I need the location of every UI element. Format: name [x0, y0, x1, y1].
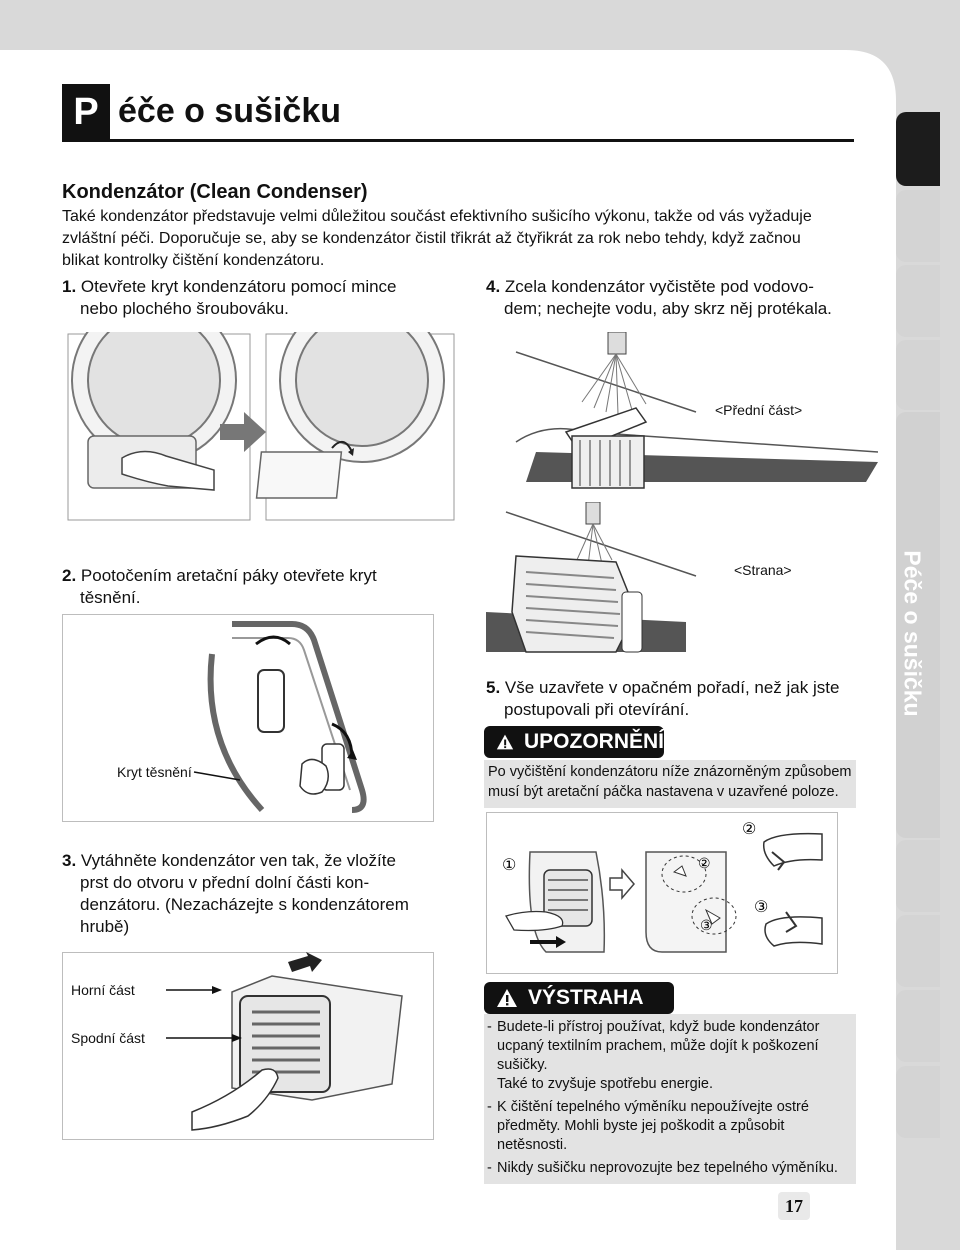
page-number: 17	[778, 1192, 810, 1220]
side-tab-6[interactable]	[896, 840, 940, 912]
caution-text-1: Po vyčištění kondenzátoru níže znázorněným způsobem	[488, 764, 852, 780]
intro-line-2: zvláštní péči. Doporučuje se, aby se kondenzátor čistil třikrát až čtyřikrát za rok nebo tehdy, když začnou	[62, 230, 801, 247]
warning-triangle-icon	[496, 988, 518, 1008]
step-5: 5. Vše uzavřete v opačném pořadí, než jak jste	[486, 678, 840, 697]
warning-1-line-2: ucpaný textilním prachem, může dojít k poškození	[497, 1038, 819, 1054]
side-tab-9[interactable]	[896, 1066, 940, 1138]
title-rule	[62, 139, 854, 142]
warning-dash-3: -	[487, 1160, 492, 1176]
warning-title: VÝSTRAHA	[528, 986, 644, 1009]
side-tab-3[interactable]	[896, 265, 940, 337]
step-2: 2. Pootočením aretační páky otevřete kryt	[62, 566, 377, 585]
mark-2-inset: ②	[698, 855, 711, 871]
label-top-part: Horní část	[71, 982, 135, 998]
side-tab-4[interactable]	[896, 340, 940, 410]
side-tab-1[interactable]	[896, 112, 940, 186]
warning-2-line-2: předměty. Mohli byste jej poškodit a způsobit	[497, 1118, 785, 1134]
step-3-cont-3: hrubě)	[80, 917, 130, 936]
warning-1-line-1: Budete-li přístroj používat, když bude kondenzátor	[497, 1019, 820, 1035]
label-gasket-cover: Kryt těsnění	[117, 764, 192, 780]
step-2-cont: těsnění.	[80, 588, 141, 607]
wash-side-illustration	[486, 502, 878, 662]
label-bottom-part: Spodní část	[71, 1030, 145, 1046]
warning-2-line-3: netěsnosti.	[497, 1137, 568, 1153]
side-tab-2[interactable]	[896, 190, 940, 262]
lever-illustration	[486, 812, 836, 972]
side-tab-label: Péče o sušičku	[899, 549, 926, 717]
warning-3-line-1: Nikdy sušičku neprovozujte bez tepelného výměníku.	[497, 1160, 838, 1176]
step-3-cont-2: denzátoru. (Nezacházejte s kondenzátorem	[80, 895, 409, 914]
side-tab-7[interactable]	[896, 915, 940, 987]
step-5-cont: postupovali při otevírání.	[504, 700, 690, 719]
step-1: 1. Otevřete kryt kondenzátoru pomocí mince	[62, 277, 397, 296]
mark-2: ②	[742, 821, 757, 838]
warning-dash-1: -	[487, 1019, 492, 1035]
mark-3: ③	[754, 899, 769, 916]
warning-triangle-icon	[496, 732, 514, 752]
section-title: Kondenzátor (Clean Condenser)	[62, 181, 368, 203]
wash-front-illustration	[486, 332, 878, 512]
caution-text-2: musí být aretační páčka nastavena v uzavřené poloze.	[488, 783, 839, 800]
step-3-cont-1: prst do otvoru v přední dolní části kon-	[80, 873, 370, 892]
caution-title: UPOZORNĚNÍ	[523, 730, 664, 753]
gasket-cover-illustration	[62, 614, 432, 820]
title-letter-box: P	[62, 84, 110, 141]
step-4-cont: dem; nechejte vodu, aby skrz něj protékala.	[504, 299, 832, 318]
step-1-cont: nebo plochého šroubováku.	[80, 299, 289, 318]
caution-header	[484, 726, 664, 758]
step-4: 4. Zcela kondenzátor vyčistěte pod vodovo-	[486, 277, 814, 296]
open-condenser-cover-illustration	[62, 332, 482, 522]
warning-1-line-3: sušičky.	[497, 1057, 548, 1073]
warning-1-line-4: Také to zvyšuje spotřebu energie.	[497, 1076, 714, 1092]
warning-2-line-1: K čištění tepelného výměníku nepoužívejte ostré	[497, 1099, 809, 1115]
side-tab-8[interactable]	[896, 990, 940, 1062]
intro-line-1: Také kondenzátor představuje velmi důležitou součást efektivního sušicího výkonu, takže od vás vyžaduje	[62, 208, 812, 225]
intro-line-3: blikat kontrolky čištění kondenzátoru.	[62, 252, 325, 269]
label-side: <Strana>	[734, 562, 792, 578]
mark-1: ①	[502, 857, 517, 874]
caution-box	[484, 760, 856, 808]
warning-header	[484, 982, 674, 1014]
page-title: éče o sušičku	[118, 92, 342, 130]
warning-dash-2: -	[487, 1099, 492, 1115]
step-3: 3. Vytáhněte kondenzátor ven tak, že vložíte	[62, 851, 396, 870]
mark-3-inset: ③	[700, 917, 713, 933]
label-front: <Přední část>	[715, 402, 803, 418]
